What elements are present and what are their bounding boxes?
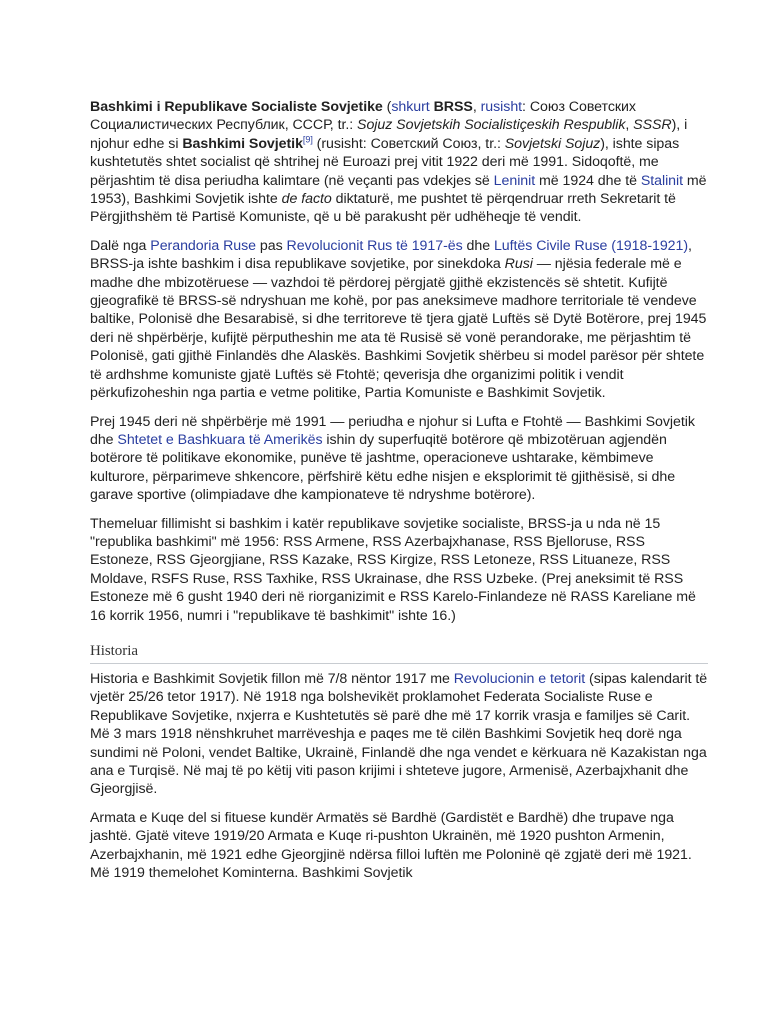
link-revolucionin-e-tetorit[interactable]: Revolucionin e tetorit [453, 670, 586, 687]
abbreviation-bold: BRSS [433, 99, 473, 115]
history-paragraph-2: Armata e Kuqe del si fituese kundër Armatës së Bardhë (Gardistët e Bardhë) dhe trupave nga jashtë. Gjatë viteve 1919/20 Armata e Kuqe ri-pushton Ukrainën, më 1920 pushton Armenin, Azerbajxhanin, më 1921 edhe Gjeorgjinë ndërsa filloi luftën me Poloninë që zgjatë deri më 1921. Më 1919 themelohet Kominterna. Bashkimi Sovjetik [90, 809, 692, 882]
link-revolucionit-rus[interactable]: Revolucionit Rus të 1917-ës [286, 237, 463, 254]
reference-link[interactable]: [9] [302, 134, 313, 145]
intro-paragraph-4: Themeluar fillimisht si bashkim i katër republikave sovjetike socialiste, BRSS-ja u nda në 15 "republika bashkimi" më 1956: RSS Armene, RSS Azerbajxhanase, RSS Bjelloruse, RSS Estoneze, RSS Gjeorgjiane, RSS Kazake, RSS Kirgize, RSS Letoneze, RSS Lituaneze, RSS Moldave, RSFS Ruse, RSS Taxhike, RSS Ukrainase, dhe RSS Uzbeke. (Prej aneksimit të RSS Estoneze më 6 gusht 1940 deri në riorganizimit e RSS Karelo-Finlandeze në RASS Kareliane më 16 korrik 1956, numri i "republikave të bashkimit" ishte 16.) [90, 515, 696, 624]
link-stalinit[interactable]: Stalinit [640, 172, 684, 189]
link-shtetet-e-bashkuara[interactable]: Shtetet e Bashkuara të Amerikës [117, 431, 323, 448]
link-rusisht[interactable]: rusisht [480, 99, 523, 115]
intro-paragraph-1: Bashkimi i Republikave Socialiste Sovjetike (shkurt BRSS, rusisht: Союз Советских Социалистических Республик, СССР, tr.: Sojuz Sovjetskih Socialistiçeskih Respublik, SSSR), i njohur edhe si Bashkimi Sovjetik[9] (rusisht: Советский Союз, tr.: Sovjetski Sojuz), ishte sipas kushtetutës shtet socialist që shtrihej në Euroazi prej vitit 1922 deri më 1991. Sidoqoftë, me përjashtim të disa periudha kalimtare (në veçanti pas vdekjes së Leninit më 1924 dhe të Stalinit më 1953), Bashkimi Sovjetik ishte de facto diktaturë, me pushtet të përqendruar rreth Sekretarit të Përgjithshëm të Partisë Komuniste, që u bë parakusht për udhëheqje të vendit. [90, 99, 707, 226]
intro-paragraph-2: Dalë nga Perandoria Ruse pas Revolucionit Rus të 1917-ës dhe Luftës Civile Ruse (1918-1921), BRSS-ja ishte bashkim i disa republikave sovjetike, por sinekdoka Rusi — njësia federale më e madhe dhe mbizotëruese — vazhdoi të përdorej përgjatë gjithë ekzistencës së shtetit. Kufijtë gjeografikë të BRSS-së ndryshuan me kohë, por pas aneksimeve madhore territoriale të vendeve baltike, Polonisë dhe Besarabisë, si dhe territoreve të tjera gjatë Luftës së Dytë Botërore, prej 1945 deri në shpërbërje, kufijtë përputheshin me ata të Rusisë së vonë perandorake, me përjashtim të Polonisë, gati gjithë Finlandës dhe Alaskës. Bashkimi Sovjetik shërbeu si model parësor për shtete të ardhshme komuniste gjatë Luftës së Ftohtë; qeverisja dhe organizimi politik i vendit përkufizoheshin nga partia e vetme politike, Partia Komuniste e Bashkimit Sovjetik. [90, 237, 707, 402]
article-content [90, 98, 708, 892]
intro-paragraph-3: Prej 1945 deri në shpërbërje më 1991 — periudha e njohur si Lufta e Ftohtë — Bashkimi Sovjetik dhe Shtetet e Bashkuara të Amerikës ishin dy superfuqitë botërore që mbizotëruan agjendën botërore të politikave ekonomike, punëve të jashtme, operacioneve ushtarake, këmbimeve kulturore, përparimeve shkencore, përfshirë këtu edhe nisjen e eksplorimit të gjithësisë, si dhe garave sportive (olimpiadave dhe kampionateve të ndryshme botërore). [90, 413, 695, 504]
link-perandoria-ruse[interactable]: Perandoria Ruse [150, 237, 257, 254]
section-heading-historia: Historia [90, 641, 708, 664]
article-subject-bold: Bashkimi i Republikave Socialiste Sovjetike [90, 99, 383, 115]
link-leninit[interactable]: Leninit [493, 172, 536, 189]
history-paragraph-1: Historia e Bashkimit Sovjetik fillon më 7/8 nëntor 1917 me Revolucionin e tetorit (sipas kalendarit të vjetër 25/26 tetor 1917). Në 1918 nga bolshevikët proklamohet Federata Socialiste Ruse e Republikave Sovjetike, nxjerra e Kushtetutës së parë dhe më 17 korrik vrasja e familjes së Carit. Më 3 mars 1918 nënshkruhet marrëveshja e paqes me të cilën Bashkimi Sovjetik heq dorë nga sundimi në Poloni, vendet Baltike, Ukrainë, Finlandë dhe nga vendet e kërkuara në Kazakistan nga ana e Turqisë. Në maj të po këtij viti pason krijimi i shteteve jugore, Armenisë, Azerbajxhanit dhe Gjeorgjisë. [90, 670, 708, 798]
link-shkurt[interactable]: shkurt [391, 99, 430, 115]
link-luftes-civile-ruse[interactable]: Luftës Civile Ruse (1918-1921) [493, 237, 689, 254]
alt-name-bold: Bashkimi Sovjetik [182, 135, 303, 152]
